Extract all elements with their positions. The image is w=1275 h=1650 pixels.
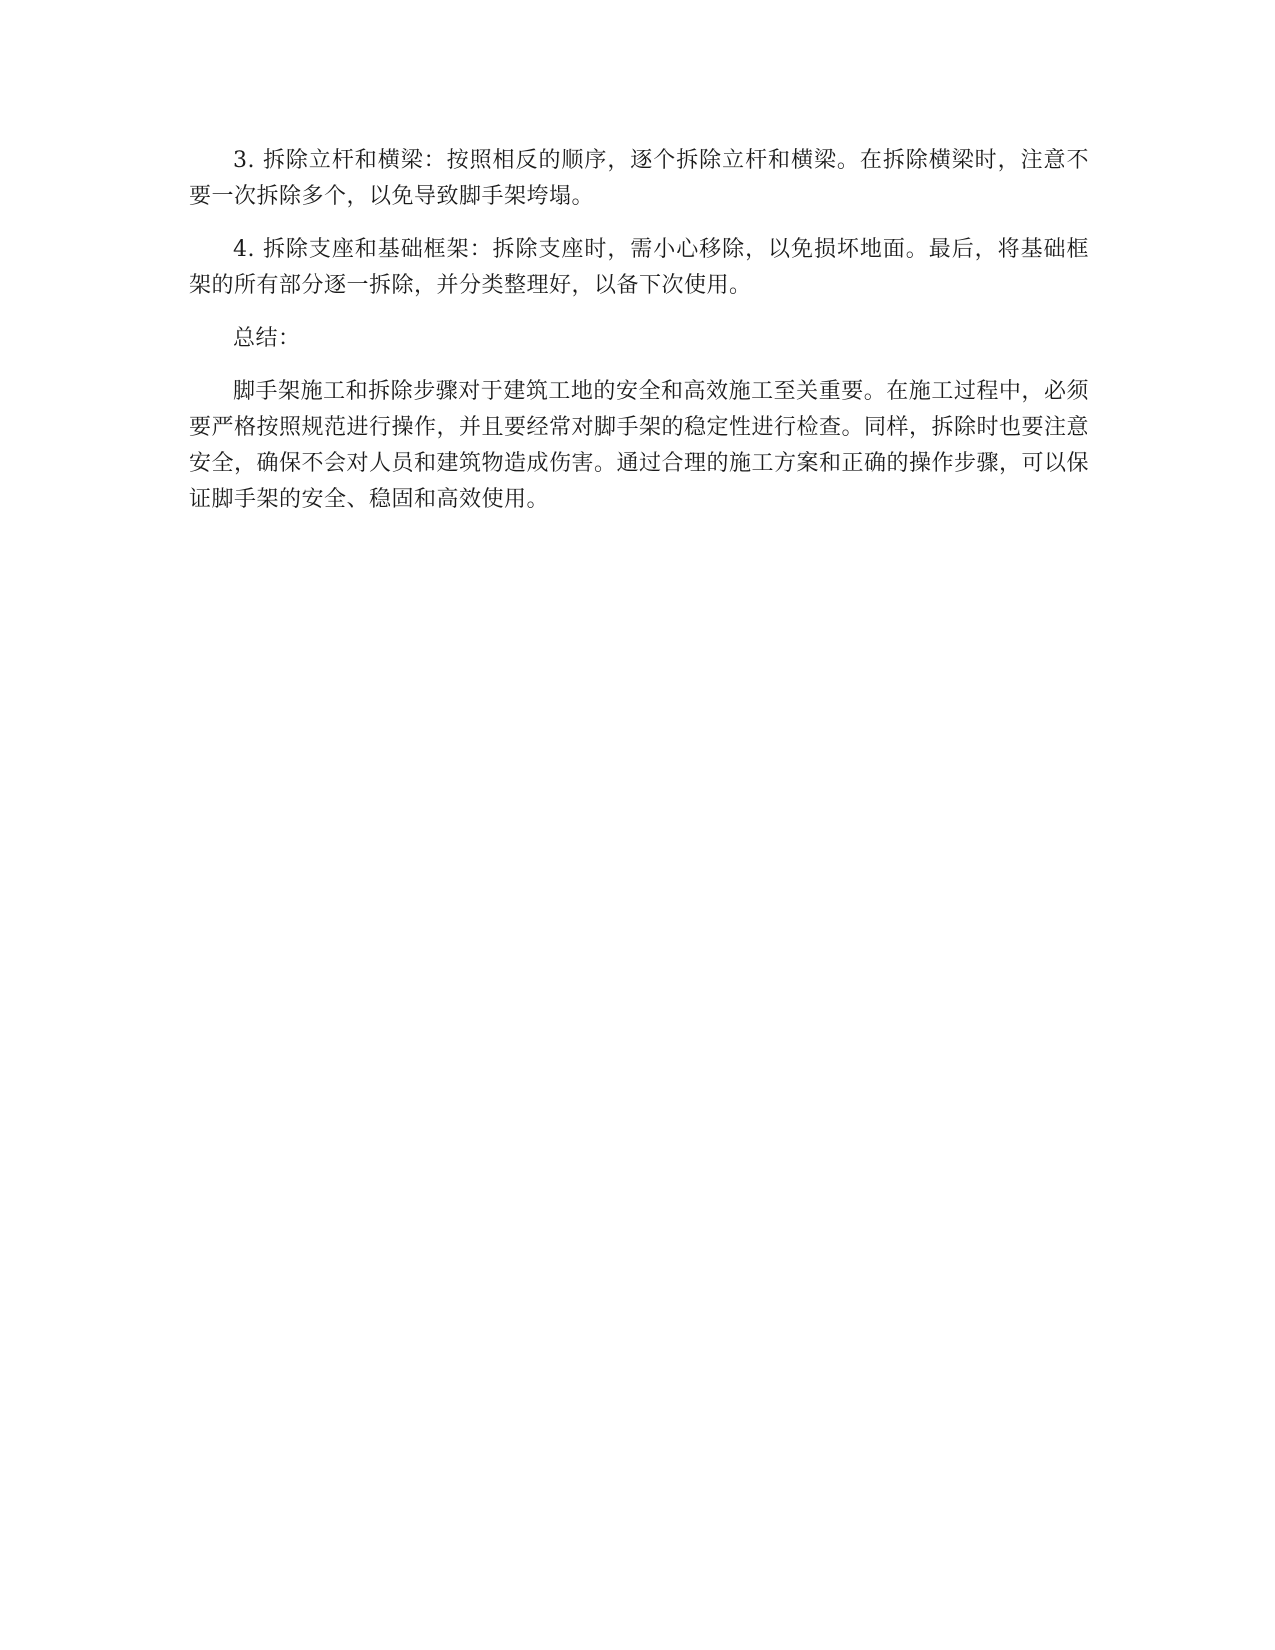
document-body bbox=[189, 143, 1089, 535]
paragraph-step-4: 4. 拆除支座和基础框架：拆除支座时，需小心移除，以免损坏地面。最后，将基础框架的所有部分逐一拆除，并分类整理好，以备下次使用。 bbox=[189, 237, 1089, 298]
summary-paragraph: 脚手架施工和拆除步骤对于建筑工地的安全和高效施工至关重要。在施工过程中，必须要严格按照规范进行操作，并且要经常对脚手架的稳定性进行检查。同样，拆除时也要注意安全，确保不会对人员和建筑物造成伤害。通过合理的施工方案和正确的操作步骤，可以保证脚手架的安全、稳固和高效使用。 bbox=[189, 379, 1090, 512]
summary-heading: 总结： bbox=[233, 326, 301, 351]
paragraph-step-3: 3. 拆除立杆和横梁：按照相反的顺序，逐个拆除立杆和横梁。在拆除横梁时，注意不要一次拆除多个，以免导致脚手架垮塌。 bbox=[189, 148, 1089, 209]
